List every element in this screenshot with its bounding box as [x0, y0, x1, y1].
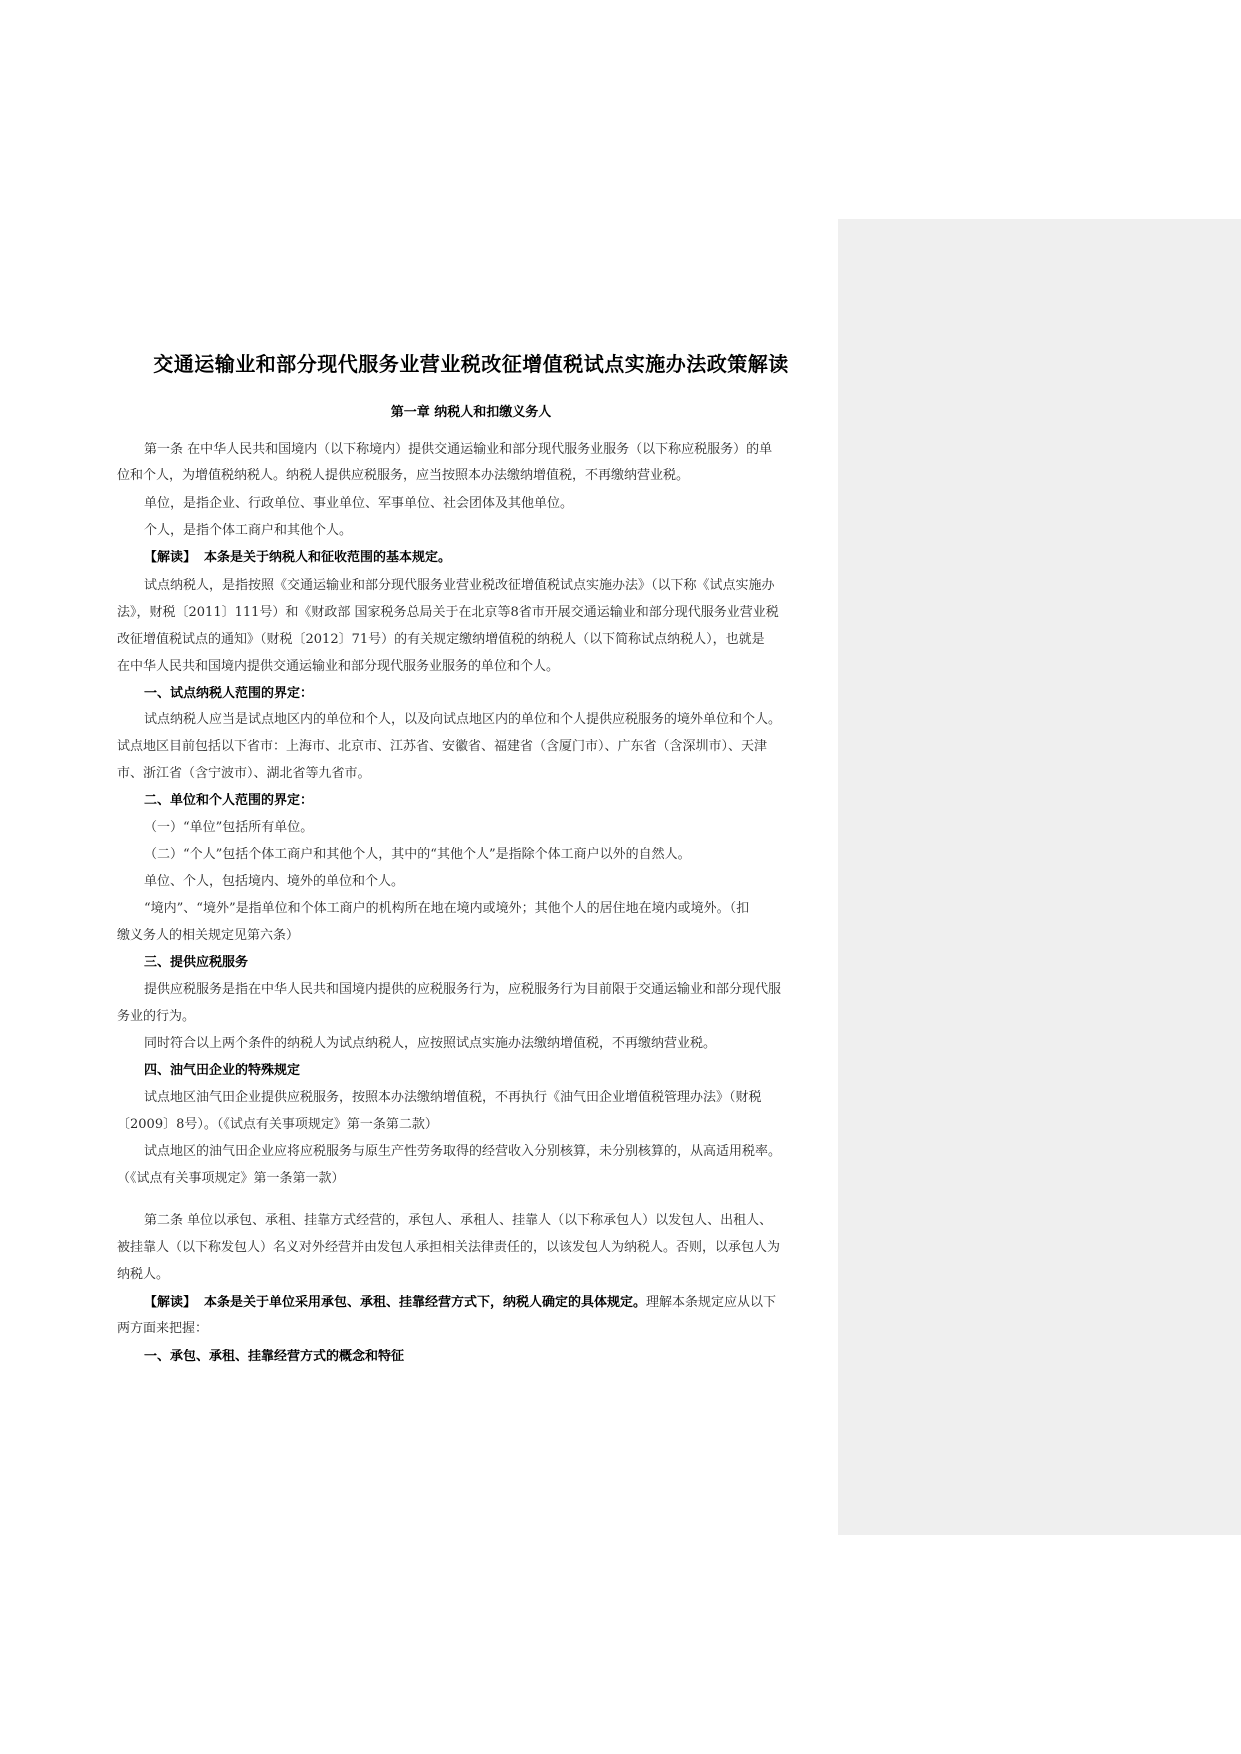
section-heading: 一、承包、承租、挂靠经营方式的概念和特征: [144, 1349, 405, 1364]
paragraph-line: 缴义务人的相关规定见第六条）: [117, 928, 300, 943]
paragraph-line: 两方面来把握：: [117, 1321, 209, 1336]
paragraph-line: 单位，是指企业、行政单位、事业单位、军事单位、社会团体及其他单位。: [144, 496, 574, 511]
paragraph-line: （一）“单位”包括所有单位。: [144, 820, 314, 835]
paragraph-line: 位和个人，为增值税纳税人。纳税人提供应税服务，应当按照本办法缴纳增值税，不再缴纳营业税。: [117, 468, 690, 483]
paragraph-line: 试点地区油气田企业提供应税服务，按照本办法缴纳增值税，不再执行《油气田企业增值税管理办法》（财税: [144, 1090, 762, 1105]
paragraph-line: 试点地区的油气田企业应将应税服务与原生产性劳务取得的经营收入分别核算，未分别核算的，从高适用税率。: [144, 1144, 782, 1159]
commentary-line: 【解读】 本条是关于纳税人和征收范围的基本规定。: [144, 550, 452, 565]
section-heading: 三、提供应税服务: [144, 955, 249, 970]
paragraph-line: 提供应税服务是指在中华人民共和国境内提供的应税服务行为，应税服务行为目前限于交通运输业和部分现代服: [144, 982, 782, 997]
paragraph-line: （二）“个人”包括个体工商户和其他个人，其中的“其他个人”是指除个体工商户以外的自然人。: [144, 847, 691, 862]
paragraph-line: 被挂靠人（以下称发包人）名义对外经营并由发包人承担相关法律责任的，以该发包人为纳税人。否则，以承包人为: [117, 1240, 781, 1255]
paragraph-line: （《试点有关事项规定》第一条第一款）: [117, 1171, 345, 1186]
paragraph-line: 改征增值税试点的通知》（财税〔2012〕71号）的有关规定缴纳增值税的纳税人（以下简称试点纳税人），也就是: [117, 632, 765, 647]
paragraph-line: 试点地区目前包括以下省市：上海市、北京市、江苏省、安徽省、福建省（含厦门市）、广东省（含深圳市）、天津: [117, 739, 768, 754]
paragraph-line: 在中华人民共和国境内提供交通运输业和部分现代服务业服务的单位和个人。: [117, 659, 560, 674]
paragraph-line: 〔2009〕8号）。（《试点有关事项规定》第一条第二款）: [117, 1117, 438, 1132]
section-heading: 一、试点纳税人范围的界定：: [144, 686, 314, 701]
commentary-tag: 【解读】: [144, 550, 197, 565]
paragraph-line: 个人，是指个体工商户和其他个人。: [144, 523, 353, 538]
paragraph-line: 第一条 在中华人民共和国境内（以下称境内）提供交通运输业和部分现代服务业服务（以下称应税服务）的单: [144, 442, 773, 457]
commentary-tag: 【解读】: [144, 1295, 197, 1310]
paragraph-line: 纳税人。: [117, 1267, 170, 1282]
paragraph-line: 务业的行为。: [117, 1009, 196, 1024]
document-title: 交通运输业和部分现代服务业营业税改征增值税试点实施办法政策解读: [153, 352, 789, 376]
paragraph-line: 第二条 单位以承包、承租、挂靠方式经营的，承包人、承租人、挂靠人（以下称承包人）以发包人、出租人、: [144, 1213, 773, 1228]
paragraph-line: 法》，财税〔2011〕111号）和《财政部 国家税务总局关于在北京等8省市开展交通运输业和部分现代服务业营业税: [117, 605, 779, 620]
paragraph-line: 试点纳税人，是指按照《交通运输业和部分现代服务业营业税改征增值税试点实施办法》（以下称《试点实施办: [144, 578, 775, 593]
commentary-line: 【解读】 本条是关于单位采用承包、承租、挂靠经营方式下，纳税人确定的具体规定。理解本条规定应从以下: [144, 1295, 777, 1310]
chapter-heading: 第一章 纳税人和扣缴义务人: [390, 405, 552, 420]
paragraph-line: 单位、个人，包括境内、境外的单位和个人。: [144, 874, 405, 889]
paragraph-line: “境内”、“境外”是指单位和个体工商户的机构所在地在境内或境外；其他个人的居住地在境内或境外。（扣: [144, 901, 750, 916]
paragraph-line: 同时符合以上两个条件的纳税人为试点纳税人，应按照试点实施办法缴纳增值税，不再缴纳营业税。: [144, 1036, 717, 1051]
paragraph-line: 试点纳税人应当是试点地区内的单位和个人，以及向试点地区内的单位和个人提供应税服务的境外单位和个人。: [144, 712, 782, 727]
comment-pane: [838, 219, 1241, 1535]
paragraph-line: 市、浙江省（含宁波市）、湖北省等九省市。: [117, 766, 371, 781]
section-heading: 二、单位和个人范围的界定：: [144, 793, 314, 808]
section-heading: 四、油气田企业的特殊规定: [144, 1063, 301, 1078]
